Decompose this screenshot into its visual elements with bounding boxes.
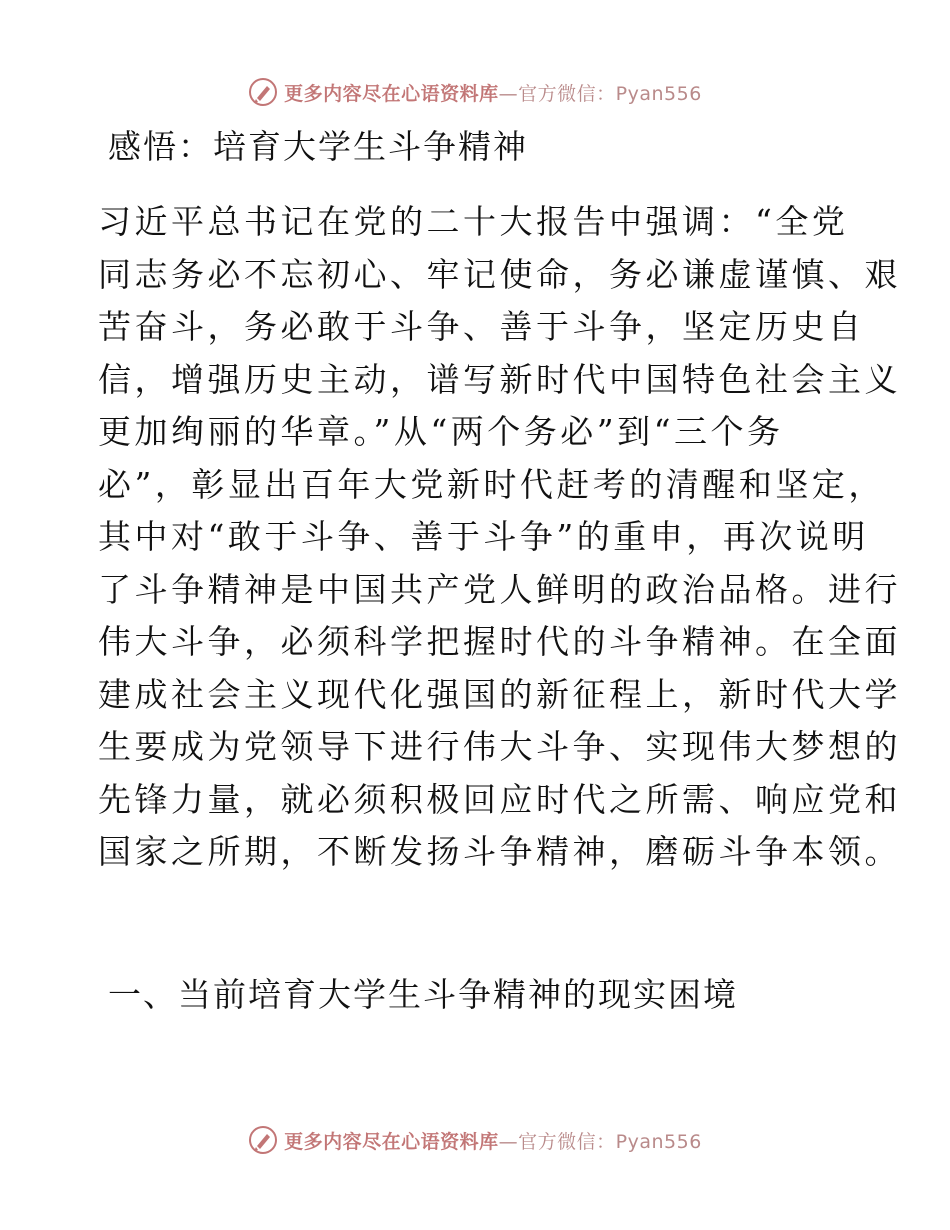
watermark-text	[284, 79, 702, 106]
pen-nib-logo-icon	[248, 1125, 278, 1155]
paragraph-line: 伟大斗争，必须科学把握时代的斗争精神。在全面	[98, 622, 901, 661]
watermark-main: 更多内容尽在心语资料库	[284, 82, 499, 105]
watermark-main: 更多内容尽在心语资料库	[284, 1130, 499, 1153]
watermark-sub: —官方微信：Pyan556	[498, 1130, 702, 1153]
paragraph-line: 先锋力量，就必须积极回应时代之所需、响应党和	[98, 779, 901, 819]
pen-nib-logo-icon	[248, 77, 278, 107]
paragraph-line: 了斗争精神是中国共产党人鲜明的政治品格。进行	[98, 569, 901, 609]
paragraph-line: 信，增强历史主动，谱写新时代中国特色社会主义	[98, 359, 901, 399]
paragraph-line: 苦奋斗，务必敢于斗争、善于斗争，坚定历史自	[98, 307, 865, 346]
paragraph-line: 更加绚丽的华章。”从“两个务必”到“三个务	[98, 412, 784, 451]
footer-watermark	[0, 1120, 950, 1160]
header-watermark	[0, 72, 950, 112]
paragraph-line: 同志务必不忘初心、牢记使命，务必谦虚谨慎、艰	[98, 254, 901, 294]
paragraph-line: 其中对“敢于斗争、善于斗争”的重申，再次说明	[98, 517, 869, 556]
paragraph-line: 国家之所期，不断发扬斗争精神，磨砺斗争本领。	[98, 832, 901, 871]
paragraph-line: 建成社会主义现代化强国的新征程上，新时代大学	[98, 674, 901, 714]
body-paragraph	[98, 196, 901, 879]
section-heading: 一、当前培育大学生斗争精神的现实困境	[108, 975, 738, 1014]
paragraph-line: 生要成为党领导下进行伟大斗争、实现伟大梦想的	[98, 727, 901, 766]
watermark-sub: —官方微信：Pyan556	[498, 82, 702, 105]
paragraph-line: 习近平总书记在党的二十大报告中强调：“全党	[98, 202, 849, 241]
paragraph-line: 必”，彰显出百年大党新时代赶考的清醒和坚定，	[98, 464, 885, 504]
document-title: 感悟：培育大学生斗争精神	[108, 127, 528, 166]
watermark-text	[284, 1127, 702, 1154]
